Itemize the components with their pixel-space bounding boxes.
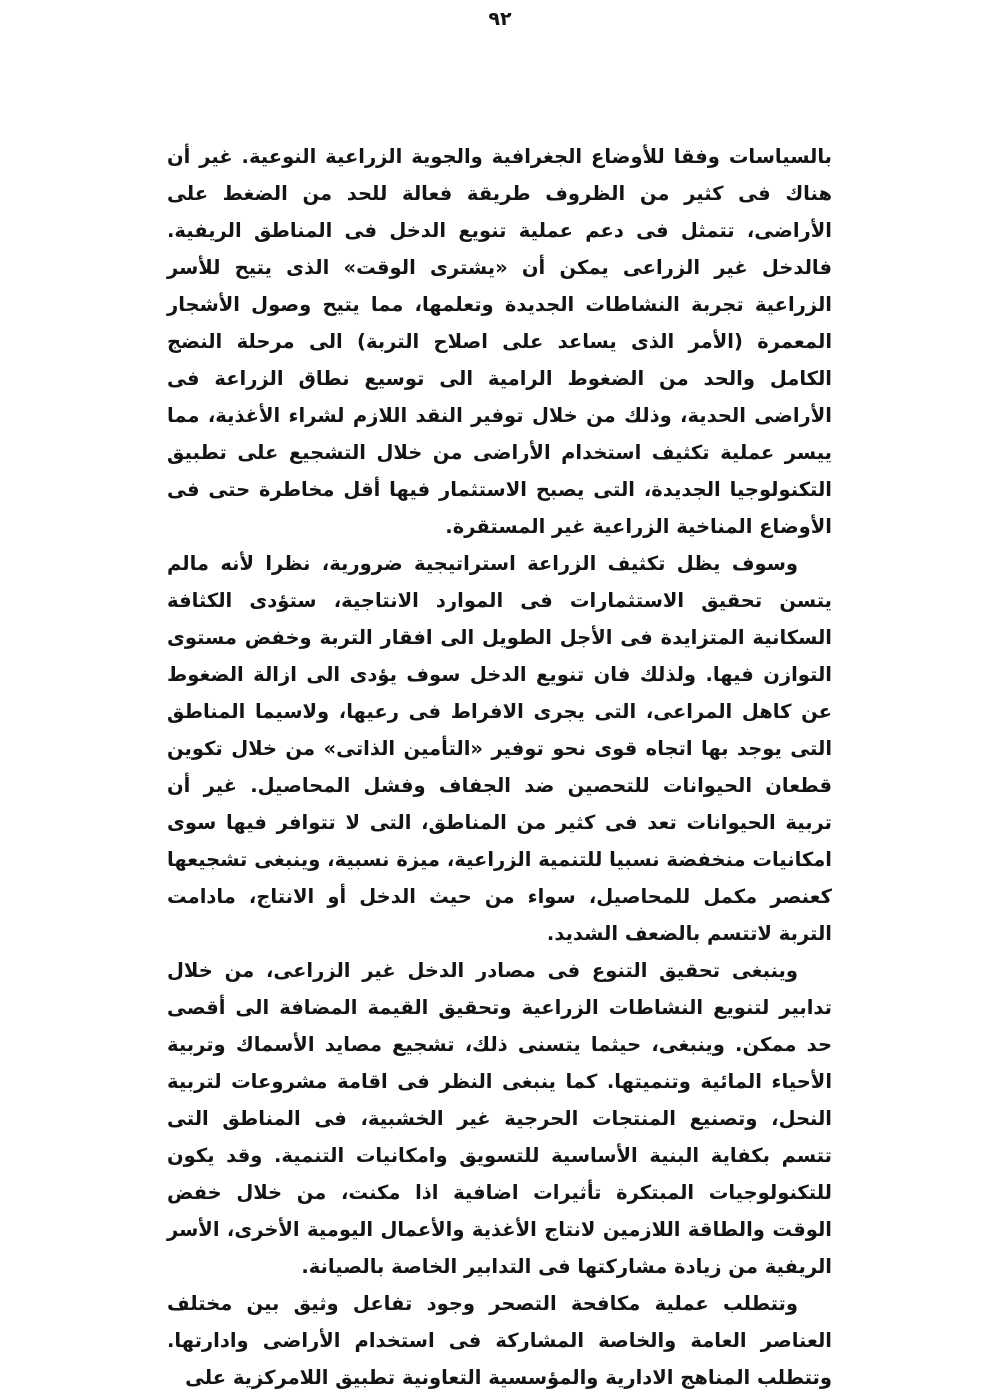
paragraph: وينبغى تحقيق التنوع فى مصادر الدخل غير الزراعى، من خلال تدابير لتنويع النشاطات الزراعية وتحقيق القيمة المضافة الى أقصى حد ممكن. وينبغى، حيثما يتسنى ذلك، تشجيع مصايد الأسماك وتربية الأحياء المائية وتنميتها. كما ينبغى النظر فى اقامة مشروعات لتربية النحل، وتصنيع المنتجات الحرجية غير الخشبية، فى المناطق التى تتسم بكفاية البنية الأساسية للتسويق وامكانيات التنمية. وقد يكون للتكنولوجيات المبتكرة تأثيرات اضافية اذا مكنت، من خلال خفض الوقت والطاقة اللازمين لانتاج الأغذية والأعمال اليومية الأخرى، الأسر الريفية من زيادة مشاركتها فى التدابير الخاصة بالصيانة. (167, 959, 832, 1278)
paragraph: بالسياسات وفقا للأوضاع الجغرافية والجوية الزراعية النوعية. غير أن هناك فى كثير من الظروف طريقة فعالة للحد من الضغط على الأراضى، تتمثل فى دعم عملية تنويع الدخل فى المناطق الريفية. فالدخل غير الزراعى يمكن أن «يشترى الوقت» الذى يتيح للأسر الزراعية تجربة النشاطات الجديدة وتعلمها، مما يتيح وصول الأشجار المعمرة (الأمر الذى يساعد على اصلاح التربة) الى مرحلة النضج الكامل والحد من الضغوط الرامية الى توسيع نطاق الزراعة فى الأراضى الحدية، وذلك من خلال توفير النقد اللازم لشراء الأغذية، مما ييسر عملية تكثيف استخدام الأراضى من خلال التشجيع على تطبيق التكنولوجيا الجديدة، التى يصبح الاستثمار فيها أقل مخاطرة حتى فى الأوضاع المناخية الزراعية غير المستقرة. (167, 145, 832, 538)
body-text (167, 138, 832, 1396)
paragraph: وتتطلب عملية مكافحة التصحر وجود تفاعل وثيق بين مختلف العناصر العامة والخاصة المشاركة فى استخدام الأراضى وادارتها. وتتطلب المناهج الادارية والمؤسسية التعاونية تطبيق اللامركزية على (167, 1292, 832, 1389)
paragraph: وسوف يظل تكثيف الزراعة استراتيجية ضرورية، نظرا لأنه مالم يتسن تحقيق الاستثمارات فى الموارد الانتاجية، ستؤدى الكثافة السكانية المتزايدة فى الأجل الطويل الى افقار التربة وخفض مستوى التوازن فيها. ولذلك فان تنويع الدخل سوف يؤدى الى ازالة الضغوط عن كاهل المراعى، التى يجرى الافراط فى رعيها، ولاسيما المناطق التى يوجد بها اتجاه قوى نحو توفير «التأمين الذاتى» من خلال تكوين قطعان الحيوانات للتحصين ضد الجفاف وفشل المحاصيل. غير أن تربية الحيوانات تعد فى كثير من المناطق، التى لا تتوافر فيها سوى امكانيات منخفضة نسبيا للتنمية الزراعية، ميزة نسبية، وينبغى تشجيعها كعنصر مكمل للمحاصيل، سواء من حيث الدخل أو الانتاج، مادامت التربة لاتتسم بالضعف الشديد. (167, 552, 832, 945)
page-number: ٩٢ (488, 8, 512, 30)
